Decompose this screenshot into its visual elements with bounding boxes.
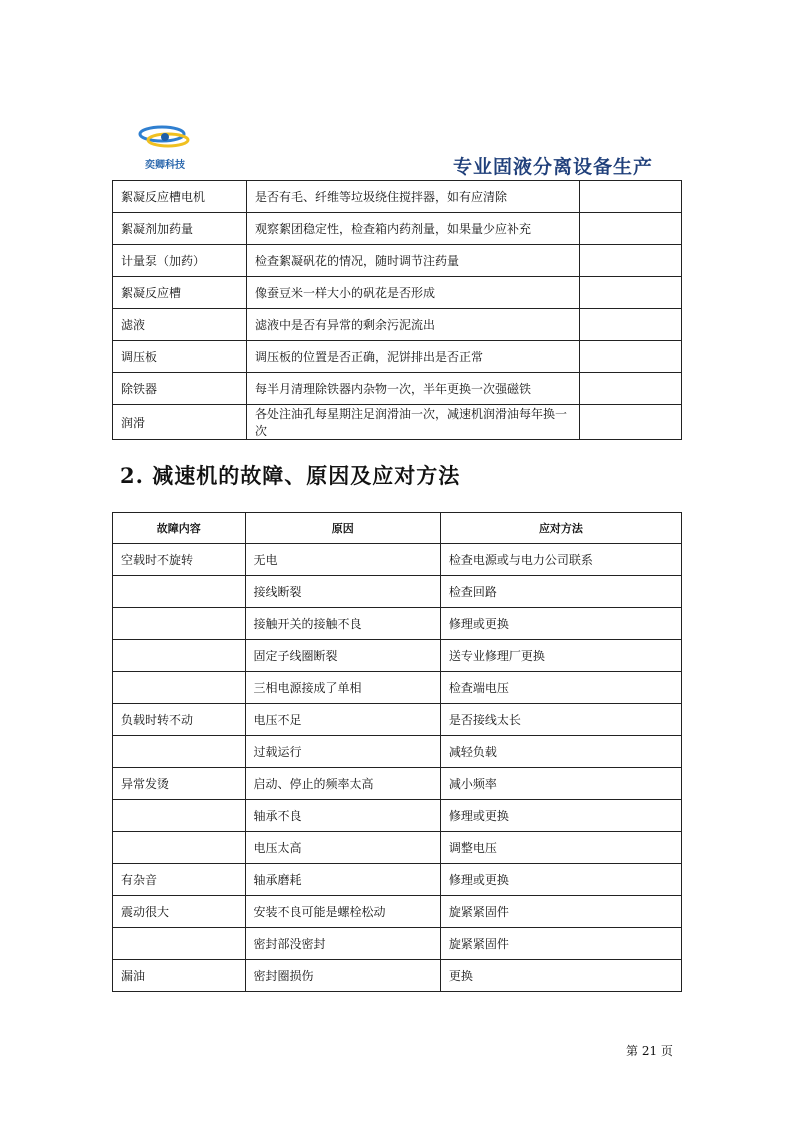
cell-check: 每半月清理除铁器内杂物一次，半年更换一次强磁铁: [246, 373, 579, 405]
cell-note: [580, 213, 682, 245]
cell-fault: 有杂音: [113, 864, 246, 896]
cell-remedy: 检查端电压: [440, 672, 681, 704]
cell-cause: 电压不足: [245, 704, 440, 736]
cell-check: 像蚕豆米一样大小的矾花是否形成: [246, 277, 579, 309]
cell-remedy: 减轻负载: [440, 736, 681, 768]
page-number: 第 21 页: [626, 1044, 673, 1058]
cell-item: 絮凝反应槽电机: [113, 181, 247, 213]
cell-remedy: 旋紧紧固件: [440, 928, 681, 960]
cell-fault: [113, 576, 246, 608]
fault-table: [112, 512, 682, 992]
cell-cause: 接触开关的接触不良: [245, 608, 440, 640]
cell-note: [580, 309, 682, 341]
cell-cause: 轴承不良: [245, 800, 440, 832]
cell-item: 计量泵（加药）: [113, 245, 247, 277]
cell-fault: 负载时转不动: [113, 704, 246, 736]
company-logo: [132, 118, 198, 174]
table-row: [113, 309, 682, 341]
cell-fault: [113, 800, 246, 832]
header-fault: 故障内容: [113, 513, 246, 544]
table-row: [113, 832, 682, 864]
cell-cause: 轴承磨耗: [245, 864, 440, 896]
table-row: [113, 544, 682, 576]
cell-cause: 安装不良可能是螺栓松动: [245, 896, 440, 928]
cell-check: 各处注油孔每星期注足润滑油一次，减速机润滑油每年换一次: [246, 405, 579, 440]
cell-note: [580, 245, 682, 277]
cell-cause: 启动、停止的频率太高: [245, 768, 440, 800]
logo-swoosh-icon: [132, 118, 198, 158]
cell-remedy: 调整电压: [440, 832, 681, 864]
header-title: 专业固液分离设备生产: [452, 156, 653, 178]
cell-fault: [113, 928, 246, 960]
table-row: [113, 928, 682, 960]
cell-cause: 固定子线圈断裂: [245, 640, 440, 672]
fault-table-header-row: [113, 513, 682, 544]
cell-fault: [113, 832, 246, 864]
cell-remedy: 检查电源或与电力公司联系: [440, 544, 681, 576]
cell-item: 絮凝反应槽: [113, 277, 247, 309]
table-row: [113, 373, 682, 405]
header-cause: 原因: [245, 513, 440, 544]
cell-note: [580, 341, 682, 373]
cell-fault: 空载时不旋转: [113, 544, 246, 576]
cell-check: 调压板的位置是否正确，泥饼排出是否正常: [246, 341, 579, 373]
cell-note: [580, 181, 682, 213]
cell-item: 滤液: [113, 309, 247, 341]
cell-remedy: 减小频率: [440, 768, 681, 800]
cell-item: 调压板: [113, 341, 247, 373]
table-row: [113, 181, 682, 213]
section-title: 2. 减速机的故障、原因及应对方法: [120, 463, 461, 488]
table-row: [113, 608, 682, 640]
table-row: [113, 768, 682, 800]
table-row: [113, 640, 682, 672]
cell-check: 检查絮凝矾花的情况，随时调节注药量: [246, 245, 579, 277]
cell-check: 是否有毛、纤维等垃圾绕住搅拌器，如有应清除: [246, 181, 579, 213]
cell-remedy: 修理或更换: [440, 864, 681, 896]
cell-check: 滤液中是否有异常的剩余污泥流出: [246, 309, 579, 341]
cell-item: 润滑: [113, 405, 247, 440]
logo-text: 奕卿科技: [145, 160, 185, 171]
cell-fault: [113, 608, 246, 640]
cell-cause: 密封部没密封: [245, 928, 440, 960]
cell-fault: 漏油: [113, 960, 246, 992]
cell-remedy: 送专业修理厂更换: [440, 640, 681, 672]
cell-cause: 密封圈损伤: [245, 960, 440, 992]
table-row: [113, 960, 682, 992]
cell-item: 絮凝剂加药量: [113, 213, 247, 245]
cell-cause: 无电: [245, 544, 440, 576]
cell-cause: 三相电源接成了单相: [245, 672, 440, 704]
cell-remedy: 是否接线太长: [440, 704, 681, 736]
table-row: [113, 277, 682, 309]
cell-note: [580, 277, 682, 309]
cell-cause: 过载运行: [245, 736, 440, 768]
table-row: [113, 736, 682, 768]
cell-fault: [113, 736, 246, 768]
table-row: [113, 864, 682, 896]
table-row: [113, 896, 682, 928]
cell-note: [580, 405, 682, 440]
table-row: [113, 672, 682, 704]
table-row: [113, 245, 682, 277]
table-row: [113, 704, 682, 736]
cell-fault: [113, 640, 246, 672]
cell-cause: 接线断裂: [245, 576, 440, 608]
cell-remedy: 修理或更换: [440, 800, 681, 832]
header-remedy: 应对方法: [440, 513, 681, 544]
table-row: [113, 800, 682, 832]
cell-remedy: 更换: [440, 960, 681, 992]
cell-fault: 震动很大: [113, 896, 246, 928]
cell-remedy: 检查回路: [440, 576, 681, 608]
table-row: [113, 576, 682, 608]
cell-remedy: 修理或更换: [440, 608, 681, 640]
cell-item: 除铁器: [113, 373, 247, 405]
table-row: [113, 213, 682, 245]
cell-check: 观察絮团稳定性，检查箱内药剂量，如果量少应补充: [246, 213, 579, 245]
table-row: [113, 341, 682, 373]
maintenance-check-table: [112, 180, 682, 440]
cell-fault: [113, 672, 246, 704]
cell-note: [580, 373, 682, 405]
cell-cause: 电压太高: [245, 832, 440, 864]
cell-fault: 异常发烫: [113, 768, 246, 800]
cell-remedy: 旋紧紧固件: [440, 896, 681, 928]
table-row: [113, 405, 682, 440]
